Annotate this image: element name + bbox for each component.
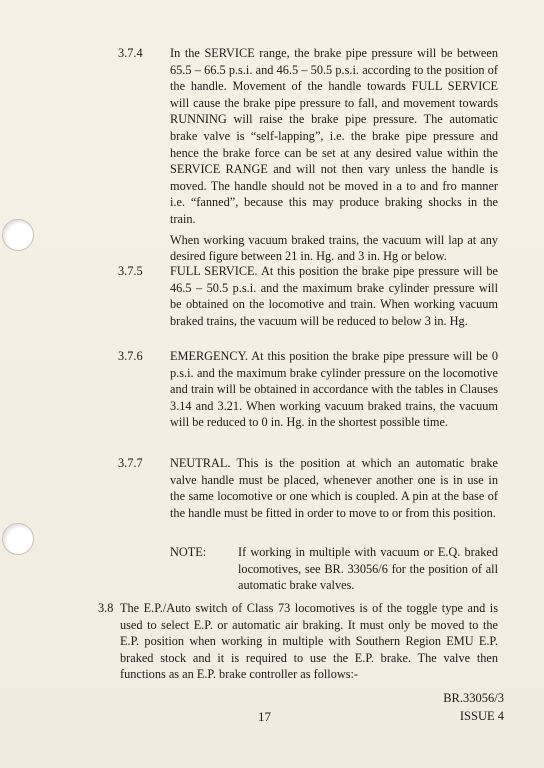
clause-paragraph: FULL SERVICE. At this position the brake pipe pressure will be 46.5 – 50.5 p.s.i. and the maximum brake cylinder pressure will be obtained on the locomotive and train. When working vacuum braked trains, the vacuum will be reduced to below 3 in. Hg. — [170, 264, 498, 328]
section-3-8 — [98, 600, 498, 683]
clause-number: 3.7.7 — [118, 456, 143, 470]
document-reference — [443, 689, 504, 725]
clause-number: 3.7.4 — [118, 46, 143, 60]
clause-paragraph: NEUTRAL. This is the position at which an automatic brake valve handle must be placed, whenever another one is in use in the same locomotive or one which is coupled. A pin at the base of the handle must be fitted in order to move to or from this position. — [170, 456, 498, 520]
clause-paragraph: In the SERVICE range, the brake pipe pressure will be between 65.5 – 66.5 p.s.i. and 46.5 – 50.5 p.s.i. according to the position of the handle. Movement of the handle towards FULL SERVICE will cause the brake pipe pressure to fall, and movement towards RUNNING will raise the brake pipe pressure. The automatic brake valve is “self-lapping”, i.e. the brake pipe pressure and hence the brake force can be set at any desired value within the SERVICE RANGE and will not then vary unless the handle is moved. The handle should not be moved in a to and fro manner i.e. “fanned”, because this may produce braking shocks in the train. — [170, 46, 498, 226]
note-label: NOTE: — [170, 545, 207, 559]
section-text: The E.P./Auto switch of Class 73 locomotives is of the toggle type and is used to select E.P. or automatic air braking. It must only be moved to the E.P. position when working in multiple with Southern Region EMU E.P. braked stock and it is required to use the E.P. brake. The valve then functions as an E.P. brake controller as follows:- — [120, 601, 498, 682]
clause-paragraph: When working vacuum braked trains, the vacuum will lap at any desired figure between 21 in. Hg. and 3 in. Hg or below. — [170, 232, 498, 264]
doc-issue: ISSUE 4 — [459, 709, 504, 723]
clause-3-7-5 — [118, 263, 498, 329]
section-number: 3.8 — [98, 601, 114, 615]
note-text: If working in multiple with vacuum or E.Q. braked locomotives, see BR. 33056/6 for the position of all automatic brake valves. — [238, 545, 498, 593]
note-block — [170, 544, 498, 594]
clause-3-7-7 — [118, 455, 498, 521]
clause-3-7-4 — [118, 45, 498, 265]
clause-number: 3.7.6 — [118, 349, 143, 363]
clause-3-7-6 — [118, 348, 498, 431]
page-number: 17 — [258, 709, 271, 724]
binder-hole — [2, 523, 34, 555]
binder-hole — [2, 219, 34, 251]
clause-paragraph: EMERGENCY. At this position the brake pipe pressure will be 0 p.s.i. and the maximum brake cylinder pressure on the locomotive and train will be obtained in accordance with the tables in Clauses 3.14 and 3.21. When working vacuum braked trains, the vacuum will be reduced to 0 in. Hg. in the shortest possible time. — [170, 349, 498, 430]
doc-ref-number: BR.33056/3 — [443, 691, 504, 705]
clause-number: 3.7.5 — [118, 264, 143, 278]
